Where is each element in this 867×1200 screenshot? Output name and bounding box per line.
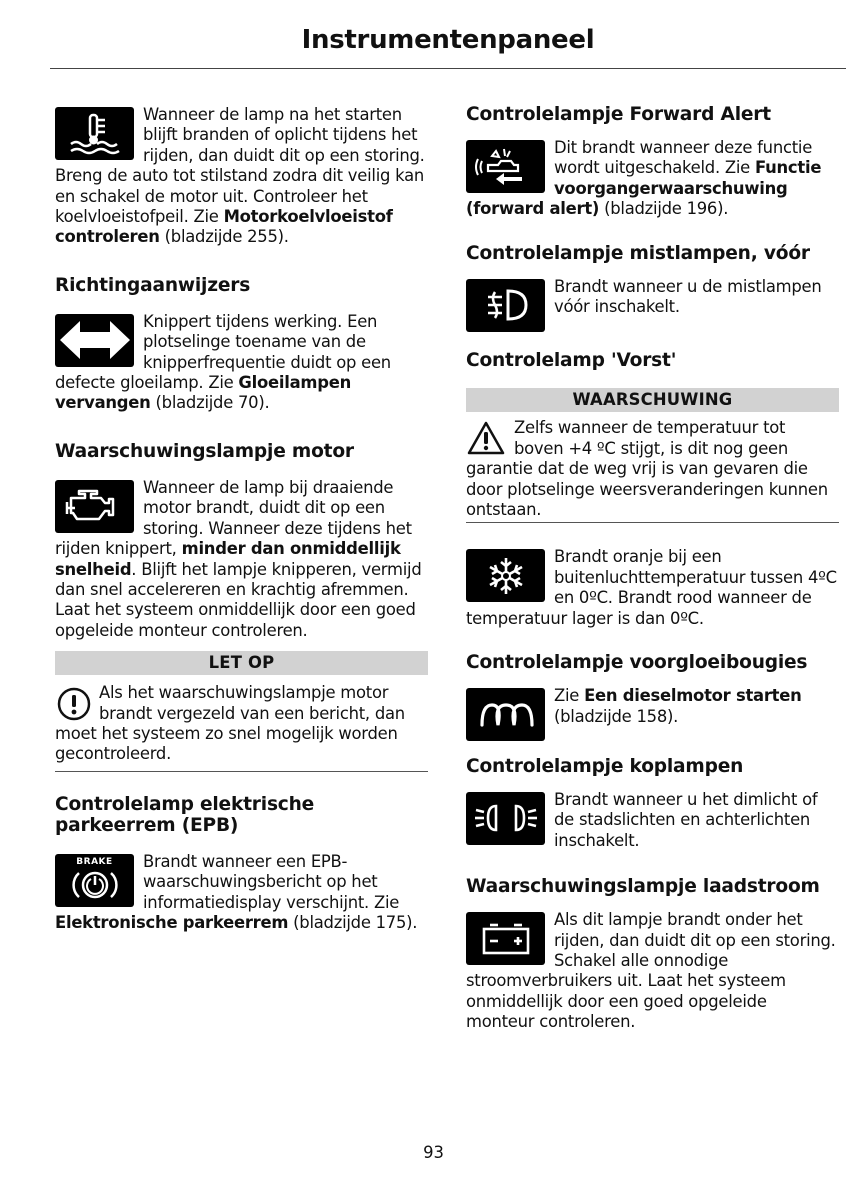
epb-section [55,794,428,934]
fog-text: Brandt wanneer u de mistlampen vóór inschakelt. [554,276,822,317]
forward-alert-icon [466,140,545,193]
charge-section [466,876,839,1032]
battery-charge-icon [466,912,545,965]
engine-section [55,441,428,641]
coolant-link: Motorkoelvloeistof controleren [55,207,393,247]
parking-brake-icon [55,854,134,907]
page-header [50,20,846,69]
engine-link: minder dan onmiddellijk snelheid [55,539,401,579]
headlamps-text: Brandt wanneer u het dimlicht of de stadslichten en achterlichten inschakelt. [554,789,818,850]
indicators-heading: Richtingaanwijzers [55,274,251,296]
engine-text: Wanneer de lamp bij draaiende motor brandt, duidt dit op een storing. Wanneer deze tijdens het rijden knippert, minder dan onmiddellijk snelheid. Blijft het lampje knipperen, vermijd dan snel accelereren en krachtig afremmen. Laat het systeem onmiddellijk door een goed opgeleide monteur controleren. [55,477,422,640]
brake-icon-label: BRAKE [76,857,113,868]
glow-plug-section [466,652,839,727]
exclamation-circle-icon [57,687,91,721]
notice-label: LET OP [55,651,428,675]
coolant-section [55,105,428,248]
epb-link: Elektronische parkeerrem [55,912,289,932]
charge-text: Als dit lampje brandt onder het rijden, dan duidt dit op een storing. Schakel alle onnodige stroomverbruikers uit. Laat het systeem onmiddellijk door een goed opgeleide monteur controleren. [466,910,836,1032]
engine-heading: Waarschuwingslampje motor [55,440,354,462]
headlamps-heading: Controlelampje koplampen [466,755,744,777]
coolant-text: Wanneer de lamp na het starten blijft branden of oplicht tijdens het rijden, dan duidt dit op een storing. Breng de auto tot stilstand zodra dit veilig kan en schakel de motor uit. Controleer het koelvloeistofpeil. Zie Motorkoelvloeistof controleren (bladzijde 255). [55,105,425,247]
right-column [466,100,839,1033]
charge-heading: Waarschuwingslampje laadstroom [466,876,820,898]
warning-label: WAARSCHUWING [466,388,839,412]
warning-triangle-icon [466,420,506,456]
fog-heading: Controlelampje mistlampen, vóór [466,242,810,264]
side-lamps-icon [466,792,545,845]
forward-alert-heading: Controlelampje Forward Alert [466,104,771,125]
left-column [55,100,428,933]
frost-text: Brandt oranje bij een buitenluchttemperatuur tussen 4ºC en 0ºC. Brandt rood wanneer de temperatuur lager is dan 0ºC. [466,547,837,628]
indicators-section [55,275,428,414]
notice-box [55,651,428,772]
notice-text: Als het waarschuwingslampje motor brandt vergezeld van een bericht, dan moet het systeem zo snel mogelijk worden gecontroleerd. [55,683,405,764]
engine-warning-icon [55,480,134,533]
front-fog-lamp-icon [466,279,545,332]
forward-alert-text: Dit brandt wanneer deze functie wordt uitgeschakeld. Zie Functie voorgangerwaarschuwing (forward alert) (bladzijde 196). [466,138,822,219]
glow-plug-link: Een dieselmotor starten [584,686,802,706]
indicators-text: Knippert tijdens werking. Een plotselinge toename van de knipperfrequentie duidt op een defecte gloeilamp. Zie Gloeilampen vervangen (bladzijde 70). [55,311,391,413]
epb-text: Brandt wanneer een EPB-waarschuwingsbericht op het informatiedisplay verschijnt. Zie Elektronische parkeerrem (bladzijde 175). [55,851,418,932]
turn-signal-arrows-icon [55,314,134,367]
forward-alert-section [466,104,839,220]
forward-alert-link: Functie voorgangerwaarschuwing (forward alert) [466,158,822,219]
frost-warning-box [466,388,839,523]
fog-section [466,243,839,318]
frost-snowflake-icon [466,549,545,602]
frost-section [466,350,839,629]
indicators-link: Gloeilampen vervangen [55,373,352,413]
frost-heading: Controlelamp 'Vorst' [466,350,677,372]
glow-plug-heading: Controlelampje voorgloeibougies [466,652,808,674]
page-title: Instrumentenpaneel [301,25,595,55]
frost-warning-text: Zelfs wanneer de temperatuur tot boven +4 ºC stijgt, is dit nog geen garantie dat de weg vrij is van gevaren die door plotselinge weersveranderingen kunnen ontstaan. [466,418,828,520]
page-number: 93 [423,1143,444,1162]
glow-plug-coil-icon [466,688,545,741]
coolant-temperature-icon [55,107,134,160]
glow-plug-text: Zie Een dieselmotor starten (bladzijde 158). [554,686,802,726]
epb-heading: Controlelamp elektrische parkeerrem (EPB) [55,793,315,836]
headlamps-section [466,756,839,851]
